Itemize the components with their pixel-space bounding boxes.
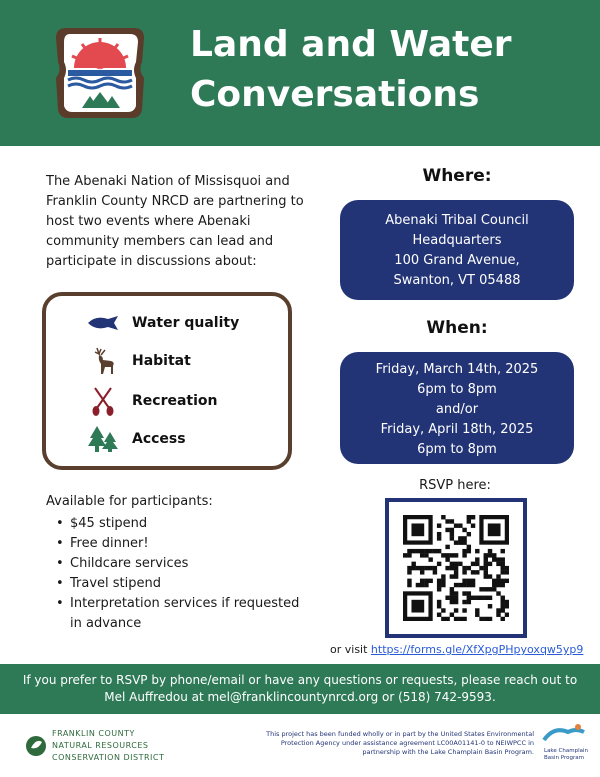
topic-habitat	[86, 346, 191, 376]
list-item: • Free dinner!	[46, 534, 306, 554]
when-line: 6pm to 8pm	[417, 442, 497, 457]
contact-line-2: Mel Auffredou at mel@franklincountynrcd.org or (518) 742-9593.	[104, 690, 496, 704]
funding-line: Protection Agency under assistance agreement LC00A01141-0 to NEIWPCC in	[280, 739, 534, 747]
list-item: • Travel stipend	[46, 574, 306, 594]
paddles-icon	[86, 386, 120, 416]
abenaki-logo-icon	[52, 22, 148, 122]
available-heading: Available for participants:	[46, 494, 213, 509]
when-box	[340, 352, 574, 464]
nrcd-leaf-icon	[24, 734, 48, 758]
rsvp-qr-code[interactable]	[385, 498, 527, 638]
nrcd-text	[52, 728, 164, 764]
when-line: Friday, April 18th, 2025	[380, 422, 534, 437]
when-line: and/or	[435, 402, 479, 417]
contact-band	[0, 664, 600, 714]
visit-line	[330, 643, 592, 656]
fish-icon	[86, 308, 120, 338]
header-band	[0, 0, 600, 146]
when-heading: When:	[426, 318, 488, 338]
topic-label: Access	[132, 431, 186, 447]
deer-icon	[86, 346, 120, 376]
lcbp-line: Basin Program	[544, 755, 584, 761]
where-line: Headquarters	[412, 233, 502, 248]
list-item: • $45 stipend	[46, 514, 306, 534]
funding-line: partnership with the Lake Champlain Basin Program.	[362, 748, 534, 756]
qr-code-icon	[403, 515, 509, 621]
funding-line: This project has been funded wholly or in part by the United States Environmental	[266, 730, 534, 738]
where-line: 100 Grand Avenue,	[394, 253, 520, 268]
contact-line-1: If you prefer to RSVP by phone/email or have any questions or requests, please reach out to	[22, 673, 578, 687]
nrcd-line: CONSERVATION DISTRICT	[52, 753, 165, 762]
lcbp-text	[544, 748, 588, 762]
page-title	[190, 20, 590, 120]
topics-box	[42, 292, 292, 470]
when-line: 6pm to 8pm	[417, 382, 497, 397]
list-item: • Interpretation services if requested in advance	[46, 594, 306, 634]
nrcd-line: FRANKLIN COUNTY	[52, 729, 135, 738]
topic-water-quality	[86, 308, 239, 338]
where-heading: Where:	[422, 166, 492, 186]
nrcd-logo	[24, 726, 174, 766]
trees-icon	[86, 424, 120, 454]
where-line: Swanton, VT 05488	[393, 273, 521, 288]
where-line: Abenaki Tribal Council	[385, 213, 529, 228]
list-item: • Childcare services	[46, 554, 306, 574]
topic-label: Water quality	[132, 315, 240, 331]
when-line: Friday, March 14th, 2025	[375, 362, 539, 377]
topic-label: Recreation	[132, 393, 218, 409]
topic-label: Habitat	[132, 353, 191, 369]
rsvp-heading: RSVP here:	[419, 478, 491, 493]
title-line-2: Conversations	[190, 74, 480, 115]
funding-notice	[238, 730, 534, 757]
lcbp-wave-icon	[540, 722, 588, 746]
title-line-1: Land and Water	[190, 24, 512, 65]
where-box	[340, 200, 574, 300]
topic-recreation	[86, 386, 218, 416]
topic-access	[86, 424, 186, 454]
visit-prefix: or visit	[330, 643, 371, 656]
lcbp-logo	[540, 722, 588, 766]
nrcd-line: NATURAL RESOURCES	[52, 741, 149, 750]
available-section	[46, 492, 306, 634]
rsvp-link[interactable]: https://forms.gle/XfXpgPHpyoxqw5yp9	[370, 643, 584, 656]
intro-text: The Abenaki Nation of Missisquoi and Franklin County NRCD are partnering to host two events where Abenaki community members can lead and participate in discussions about:	[46, 174, 304, 269]
lcbp-line: Lake Champlain	[544, 748, 589, 754]
available-list	[46, 514, 306, 634]
